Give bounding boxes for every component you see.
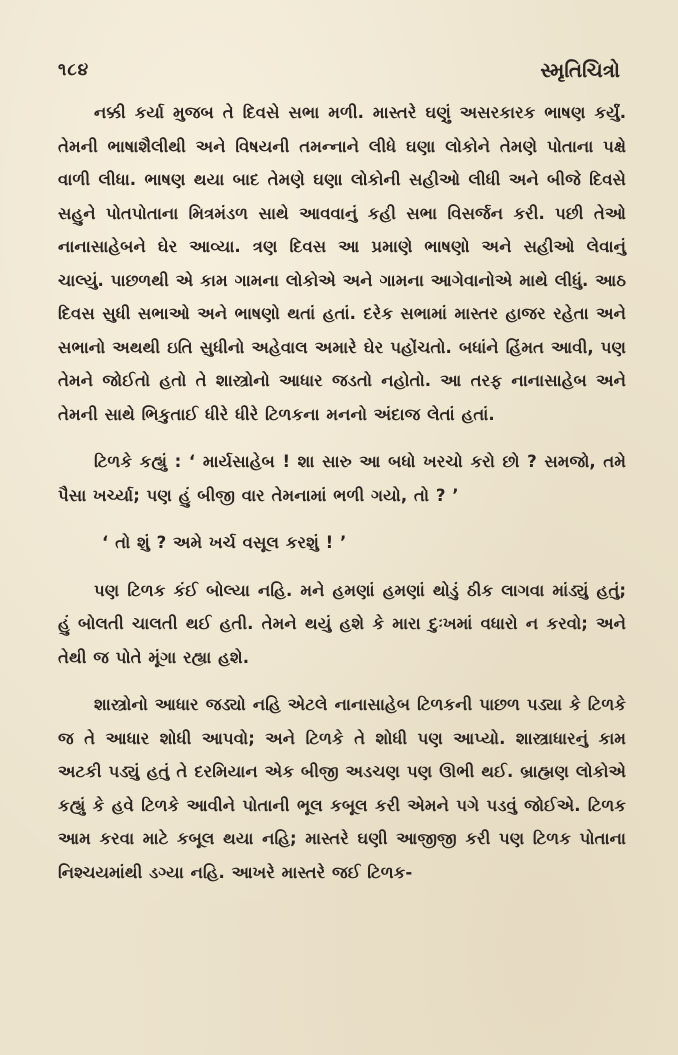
page-number: ૧૮૪: [58, 60, 90, 80]
paragraph-2: ટિળકે કહ્યું : ‘ માર્યસાહેબ ! શા સારુ આ બધો ખરચો કરો છો ? સમજો, તમે પૈસા ખર્ચ્યા; પણ હું બીજી વાર તેમનામાં ભળી ગયો, તો ? ’: [58, 452, 626, 505]
paragraph-3: ‘ તો શું ? અમે ખર્ચ વસૂલ કરશું ! ’: [102, 533, 347, 552]
body-text: [58, 96, 626, 903]
page-header: [58, 58, 620, 88]
running-title: સ્મૃતિચિત્રો: [540, 58, 620, 82]
paragraph-5: શાસ્ત્રોનો આધાર જડ્યો નહિ એટલે નાનાસાહેબ ટિળકની પાછળ પડ્યા કે ટિળકે જ તે આધાર શોધી આપવો; અને ટિળકે તે શોધી પણ આપ્યો. શાસ્ત્રાધારનું કામ અટકી પડ્યું હતું તે દરમિયાન એક બીજી અડચણ પણ ઊભી થઈ. બ્રાહ્મણ લોકોએ કહ્યું કે હવે ટિળકે આવીને પોતાની ભૂલ કબૂલ કરી એમને પગે પડવું જોઈએ. ટિળક આમ કરવા માટે કબૂલ થયા નહિ; માસ્તરે ઘણી આજીજી કરી પણ ટિળક પોતાના નિશ્ચયમાંથી ડગ્યા નહિ. આખરે માસ્તરે જઈ ટિળક-: [58, 695, 626, 882]
paragraph-1: નક્કી કર્યા મુજબ તે દિવસે સભા મળી. માસ્તરે ઘણું અસરકારક ભાષણ કર્યું. તેમની ભાષાશૈલીથી અને વિષયની તમન્નાને લીધે ઘણા લોકોને તેમણે પોતાના પક્ષે વાળી લીધા. ભાષણ થયા બાદ તેમણે ઘણા લોકોની સહીઓ લીધી અને બીજે દિવસે સહુને પોતપોતાના મિત્રમંડળ સાથે આવવાનું કહી સભા વિસર્જન કરી. પછી તેઓ નાનાસાહેબને ઘેર આવ્યા. ત્રણ દિવસ આ પ્રમાણે ભાષણો અને સહીઓ લેવાનું ચાલ્યું. પાછળથી એ કામ ગામના લોકોએ અને ગામના આગેવાનોએ માથે લીધું. આઠ દિવસ સુધી સભાઓ અને ભાષણો થતાં હતાં. દરેક સભામાં માસ્તર હાજર રહેતા અને સભાનો અથથી ઇતિ સુધીનો અહેવાલ અમારે ઘેર પહોંચતો. બધાંને હિંમત આવી, પણ તેમને જોઈતો હતો તે શાસ્ત્રોનો આધાર જડતો નહોતો. આ તરફ નાનાસાહેબ અને તેમની સાથે ભિકુતાઈ ધીરે ધીરે ટિળકના મનનો અંદાજ લેતાં હતાં.: [58, 103, 626, 424]
paragraph-4: પણ ટિળક કંઈ બોલ્યા નહિ. મને હમણાં હમણાં થોડું ઠીક લાગવા માંડ્યું હતું; હું બોલતી ચાલતી થઈ હતી. તેમને થયું હશે કે મારા દુઃખમાં વધારો ન કરવો; અને તેથી જ પોતે મૂંગા રહ્યા હશે.: [58, 580, 626, 667]
